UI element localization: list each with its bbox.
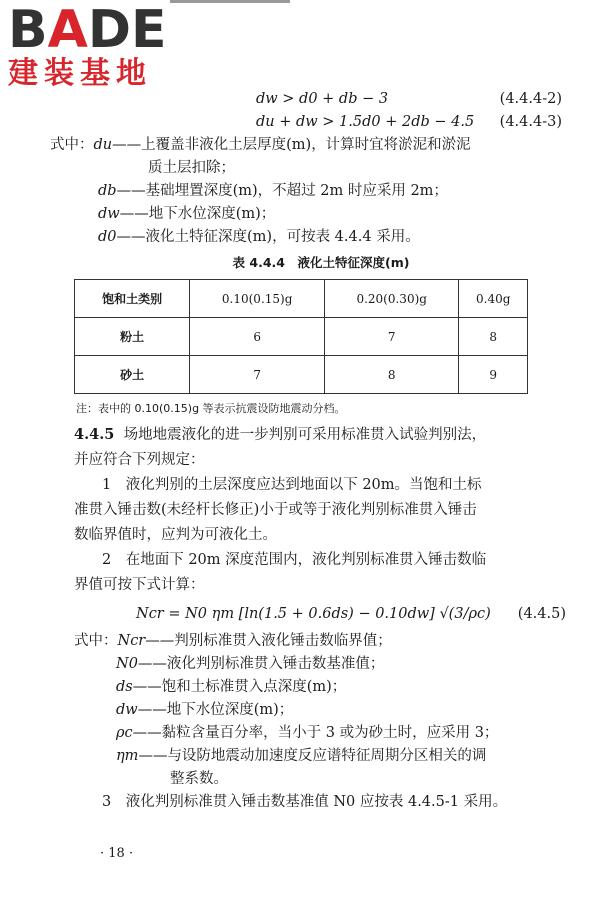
item-1-line: 数临界值时，应判为可液化土。	[74, 527, 277, 543]
table-cell: 9	[459, 356, 528, 394]
brand-logo	[8, 0, 167, 91]
table-note: 注：表中的 0.10(0.15)g 等表示抗震设防地震动分档。	[76, 402, 346, 415]
table-row	[75, 356, 528, 394]
table-header-cell: 饱和土类别	[75, 280, 190, 318]
definition-dw: dw——地下水位深度(m)；	[98, 206, 276, 222]
equation-4-4-5: Ncr = N0 ηm [ln(1.5 + 0.6ds) − 0.10dw] √(3/ρc) (4.4.5)	[136, 606, 566, 622]
liquefaction-depth-table	[74, 279, 528, 394]
table-header-cell: 0.20(0.30)g	[324, 280, 459, 318]
table-header-cell: 0.40g	[459, 280, 528, 318]
item-2-line: 界值可按下式计算：	[74, 577, 205, 593]
top-decoration	[170, 0, 290, 3]
table-header-cell: 0.10(0.15)g	[190, 280, 325, 318]
definition-db: db——基础埋置深度(m)，不超过 2m 时应采用 2m；	[98, 183, 448, 199]
definition-etam-cont: 整系数。	[170, 771, 228, 787]
equation-4-4-4-3: du + dw > 1.5d0 + 2db − 4.5 (4.4.4-3)	[256, 114, 562, 130]
definitions-main	[74, 630, 566, 791]
definition-du-cont: 质土层扣除；	[148, 160, 235, 176]
table-cell: 7	[190, 356, 325, 394]
section-line: 并应符合下列规定：	[74, 452, 205, 468]
logo-wordmark: BADE	[8, 0, 167, 60]
definition-rhoc: ρc——黏粒含量百分率，当小于 3 或为砂土时，应采用 3；	[116, 725, 499, 741]
item-1-line: 1 液化判别的土层深度应达到地面以下 20m。当饱和土标	[102, 477, 482, 493]
item-3: 3 液化判别标准贯入锤击数基准值 N0 应按表 4.4.5-1 采用。	[102, 794, 508, 810]
document-body	[50, 88, 566, 814]
item-1-line: 准贯入锤击数(未经杆长修正)小于或等于液化判别标准贯入锤击	[74, 502, 477, 518]
table-cell: 8	[324, 356, 459, 394]
definitions-top	[50, 134, 566, 249]
section-4-4-5	[74, 422, 566, 598]
table-cell: 8	[459, 318, 528, 356]
logo-subtitle: 建装基地	[8, 56, 152, 91]
definition-n0: N0——液化判别标准贯入锤击数基准值；	[116, 656, 385, 672]
table-cell: 砂土	[75, 356, 190, 394]
table-cell: 粉土	[75, 318, 190, 356]
definition-ncr: 式中：Ncr——判别标准贯入液化锤击数临界值；	[74, 633, 392, 649]
table-cell: 7	[324, 318, 459, 356]
table-cell: 6	[190, 318, 325, 356]
table-row	[75, 318, 528, 356]
definition-d0: d0——液化土特征深度(m)，可按表 4.4.4 采用。	[98, 229, 420, 245]
definition-du: 式中：du——上覆盖非液化土层厚度(m)，计算时宜将淤泥和淤泥	[50, 137, 471, 153]
table-header-row	[75, 280, 528, 318]
section-heading-line: 4.4.5 场地地震液化的进一步判别可采用标准贯入试验判别法，	[74, 426, 487, 443]
definition-dw-2: dw——地下水位深度(m)；	[116, 702, 294, 718]
definition-etam: ηm——与设防地震动加速度反应谱特征周期分区相关的调	[116, 748, 487, 764]
page-number: · 18 ·	[100, 846, 134, 861]
table-caption: 表 4.4.4 液化土特征深度(m)	[232, 255, 410, 270]
equation-4-4-4-2: dw > d0 + db − 3 (4.4.4-2)	[256, 91, 562, 107]
definition-ds: ds——饱和土标准贯入点深度(m)；	[116, 679, 347, 695]
item-2-line: 2 在地面下 20m 深度范围内，液化判别标准贯入锤击数临	[102, 552, 487, 568]
